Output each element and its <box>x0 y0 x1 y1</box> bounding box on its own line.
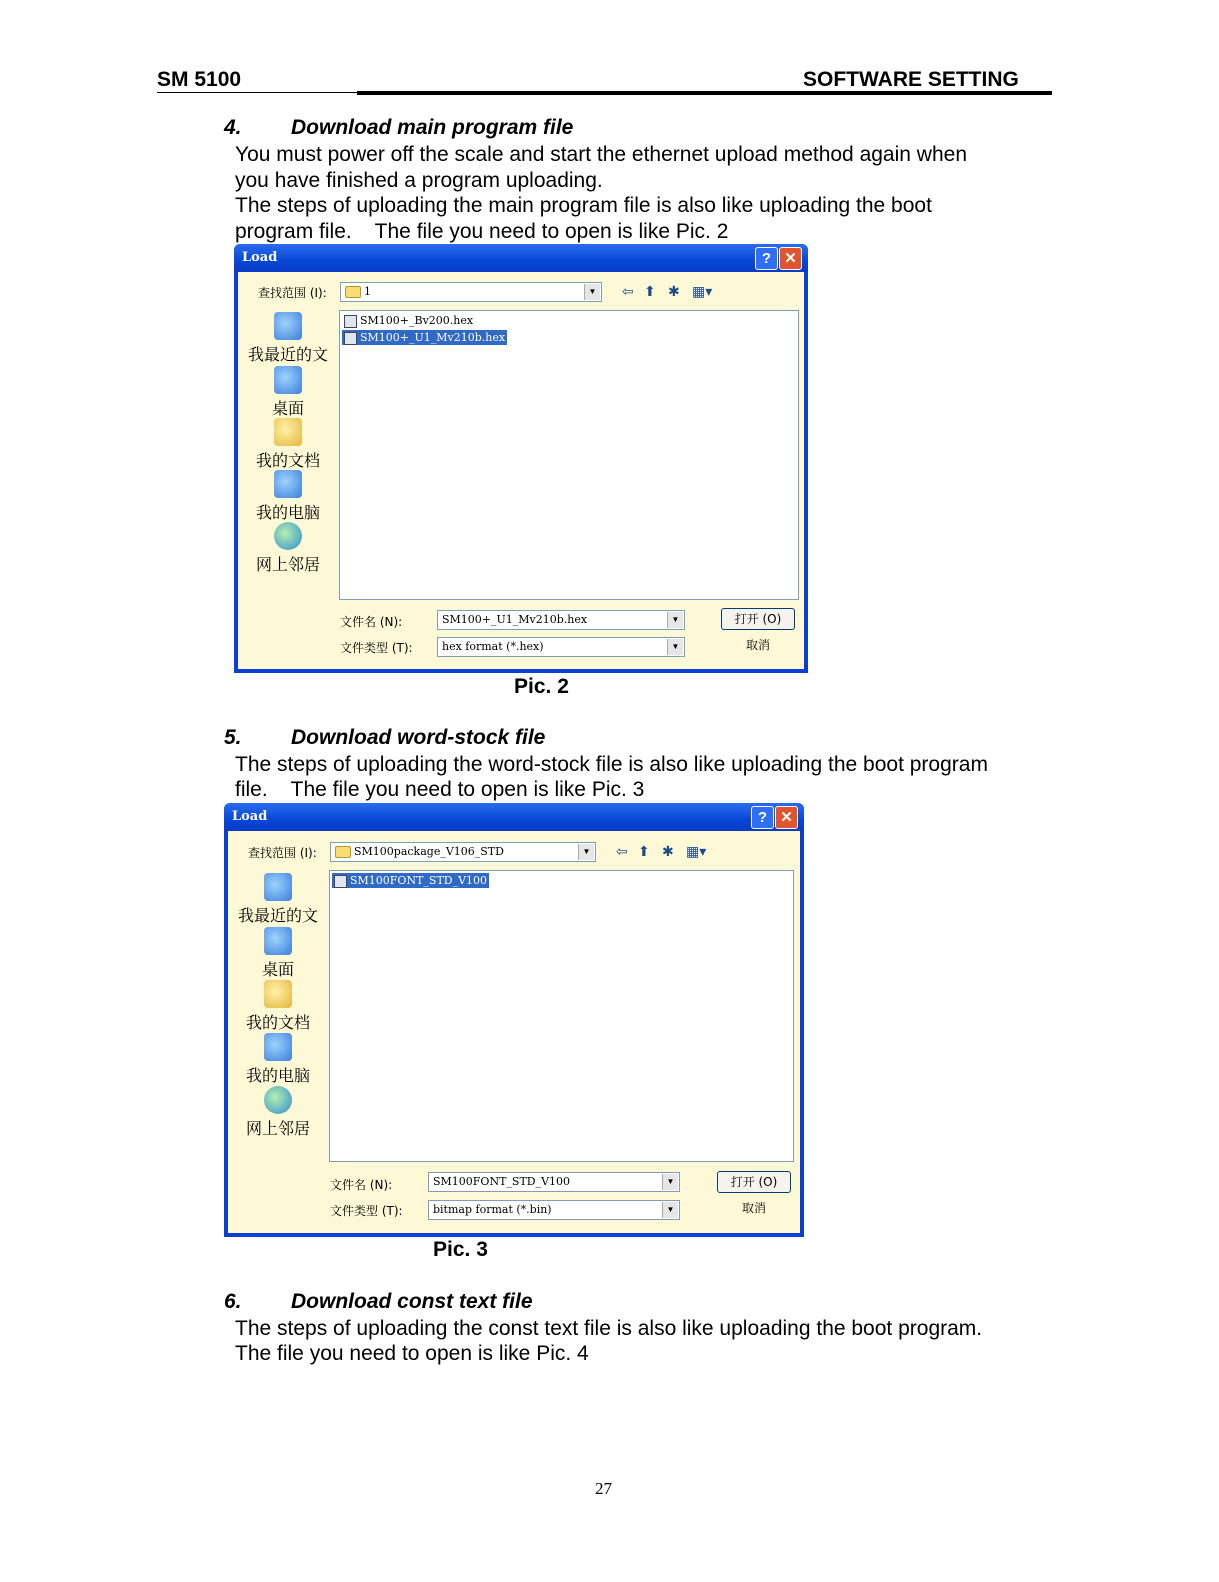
paragraph-line: file. The file you need to open is like Pic. 3 <box>235 778 645 801</box>
file-item[interactable] <box>342 313 475 328</box>
title-bar <box>224 803 804 831</box>
dialog-title: Load <box>242 250 278 265</box>
filename-label: 文件名 (N): <box>330 1178 393 1192</box>
paragraph-line: The file you need to open is like Pic. 4 <box>235 1342 589 1365</box>
look-in-label: 查找范围 (I): <box>248 846 317 860</box>
chevron-down-icon[interactable]: ▼ <box>667 612 683 628</box>
header-rule-thick <box>357 91 1052 95</box>
paragraph-line: The steps of uploading the word-stock file is also like uploading the boot program <box>235 753 988 776</box>
place-label: 桌面 <box>271 401 304 418</box>
cancel-button[interactable]: 取消 <box>741 1201 766 1215</box>
folder-icon <box>345 286 361 298</box>
filetype-label: 文件类型 (T): <box>330 1204 403 1218</box>
paragraph-line: you have finished a program uploading. <box>235 169 603 192</box>
file-name: SM100+_Bv200.hex <box>360 314 474 327</box>
title-bar <box>234 244 808 272</box>
load-dialog-screenshot <box>224 803 804 1237</box>
file-item-selected[interactable] <box>342 330 507 345</box>
look-in-value: SM100package_V106_STD <box>354 845 504 858</box>
section-title: Download const text file <box>291 1290 533 1313</box>
filename-value: SM100+_U1_Mv210b.hex <box>442 613 588 626</box>
place-label: 我最近的文 <box>238 908 319 925</box>
dialog-body <box>228 831 800 1233</box>
paragraph-line: The steps of uploading the main program file is also like uploading the boot <box>235 194 932 217</box>
place-my-documents[interactable] <box>248 418 328 471</box>
back-icon[interactable]: ⇦ <box>616 843 628 859</box>
file-name: SM100+_U1_Mv210b.hex <box>360 331 506 344</box>
chevron-down-icon[interactable]: ▼ <box>662 1174 678 1190</box>
place-label: 桌面 <box>261 962 294 979</box>
back-icon[interactable]: ⇦ <box>622 283 634 299</box>
up-folder-icon[interactable]: ⬆ <box>638 843 650 859</box>
file-item-selected[interactable] <box>332 873 489 888</box>
place-label: 我的文档 <box>245 1015 310 1032</box>
help-button[interactable]: ? <box>751 806 774 829</box>
close-button[interactable]: ✕ <box>775 806 798 829</box>
filetype-value: hex format (*.hex) <box>442 640 544 653</box>
place-network[interactable] <box>238 1086 318 1139</box>
help-button[interactable]: ? <box>755 247 778 270</box>
place-label: 网上邻居 <box>255 557 320 574</box>
filename-value: SM100FONT_STD_V100 <box>433 1175 571 1188</box>
new-folder-icon[interactable]: ✱ <box>668 283 680 299</box>
place-network[interactable] <box>248 522 328 575</box>
my-documents-icon <box>274 418 302 446</box>
load-dialog-screenshot <box>234 244 808 673</box>
running-header-left: SM 5100 <box>157 68 242 91</box>
chevron-down-icon[interactable]: ▼ <box>662 1202 678 1218</box>
place-label: 我的电脑 <box>255 505 320 522</box>
look-in-label: 查找范围 (I): <box>258 286 327 300</box>
filetype-value: bitmap format (*.bin) <box>433 1203 552 1216</box>
my-computer-icon <box>264 1033 292 1061</box>
view-menu-icon[interactable]: ▦▾ <box>686 843 707 859</box>
section-title: Download main program file <box>291 116 574 139</box>
place-my-computer[interactable] <box>248 470 328 523</box>
filename-input[interactable] <box>428 1172 680 1192</box>
file-list[interactable] <box>339 310 799 600</box>
paragraph-line: You must power off the scale and start the ethernet upload method again when <box>235 143 967 166</box>
dialog-body <box>238 272 804 669</box>
chevron-down-icon[interactable]: ▼ <box>667 639 683 655</box>
my-computer-icon <box>274 470 302 498</box>
filetype-label: 文件类型 (T): <box>340 641 413 655</box>
open-button[interactable]: 打开 (O) <box>721 608 795 630</box>
close-button[interactable]: ✕ <box>779 247 802 270</box>
filetype-select[interactable] <box>437 637 685 657</box>
look-in-combo[interactable] <box>330 842 596 862</box>
open-button[interactable]: 打开 (O) <box>717 1171 791 1193</box>
recent-documents-icon <box>274 312 302 340</box>
filetype-select[interactable] <box>428 1200 680 1220</box>
page-number: 27 <box>595 1479 612 1498</box>
place-desktop[interactable] <box>238 927 318 980</box>
file-list[interactable] <box>329 870 794 1162</box>
chevron-down-icon[interactable]: ▼ <box>584 284 600 300</box>
recent-documents-icon <box>264 873 292 901</box>
file-icon <box>344 332 357 345</box>
look-in-combo[interactable] <box>340 282 602 302</box>
desktop-icon <box>274 366 302 394</box>
section-number: 6. <box>224 1290 242 1313</box>
place-label: 我最近的文 <box>248 347 329 364</box>
place-my-computer[interactable] <box>238 1033 318 1086</box>
paragraph-line: The steps of uploading the const text file is also like uploading the boot program. <box>235 1317 983 1340</box>
network-places-icon <box>274 522 302 550</box>
file-name: SM100FONT_STD_V100 <box>350 874 488 887</box>
folder-icon <box>335 846 351 858</box>
desktop-icon <box>264 927 292 955</box>
section-title: Download word-stock file <box>291 726 546 749</box>
new-folder-icon[interactable]: ✱ <box>662 843 674 859</box>
filename-label: 文件名 (N): <box>340 615 403 629</box>
up-folder-icon[interactable]: ⬆ <box>644 283 656 299</box>
file-icon <box>344 315 357 328</box>
section-number: 5. <box>224 726 242 749</box>
network-places-icon <box>264 1086 292 1114</box>
filename-input[interactable] <box>437 610 685 630</box>
file-icon <box>334 875 347 888</box>
place-label: 网上邻居 <box>245 1121 310 1138</box>
place-label: 我的文档 <box>255 453 320 470</box>
place-desktop[interactable] <box>248 366 328 419</box>
paragraph-line: program file. The file you need to open is like Pic. 2 <box>235 220 729 243</box>
place-label: 我的电脑 <box>245 1068 310 1085</box>
look-in-value: 1 <box>364 285 371 298</box>
section-number: 4. <box>224 116 242 139</box>
chevron-down-icon[interactable]: ▼ <box>578 844 594 860</box>
my-documents-icon <box>264 980 292 1008</box>
cancel-button[interactable]: 取消 <box>745 638 770 652</box>
view-menu-icon[interactable]: ▦▾ <box>692 283 713 299</box>
running-header-right: SOFTWARE SETTING <box>803 68 1019 91</box>
figure-caption: Pic. 3 <box>433 1238 488 1261</box>
figure-caption: Pic. 2 <box>514 675 569 698</box>
place-my-documents[interactable] <box>238 980 318 1033</box>
dialog-title: Load <box>232 809 268 824</box>
